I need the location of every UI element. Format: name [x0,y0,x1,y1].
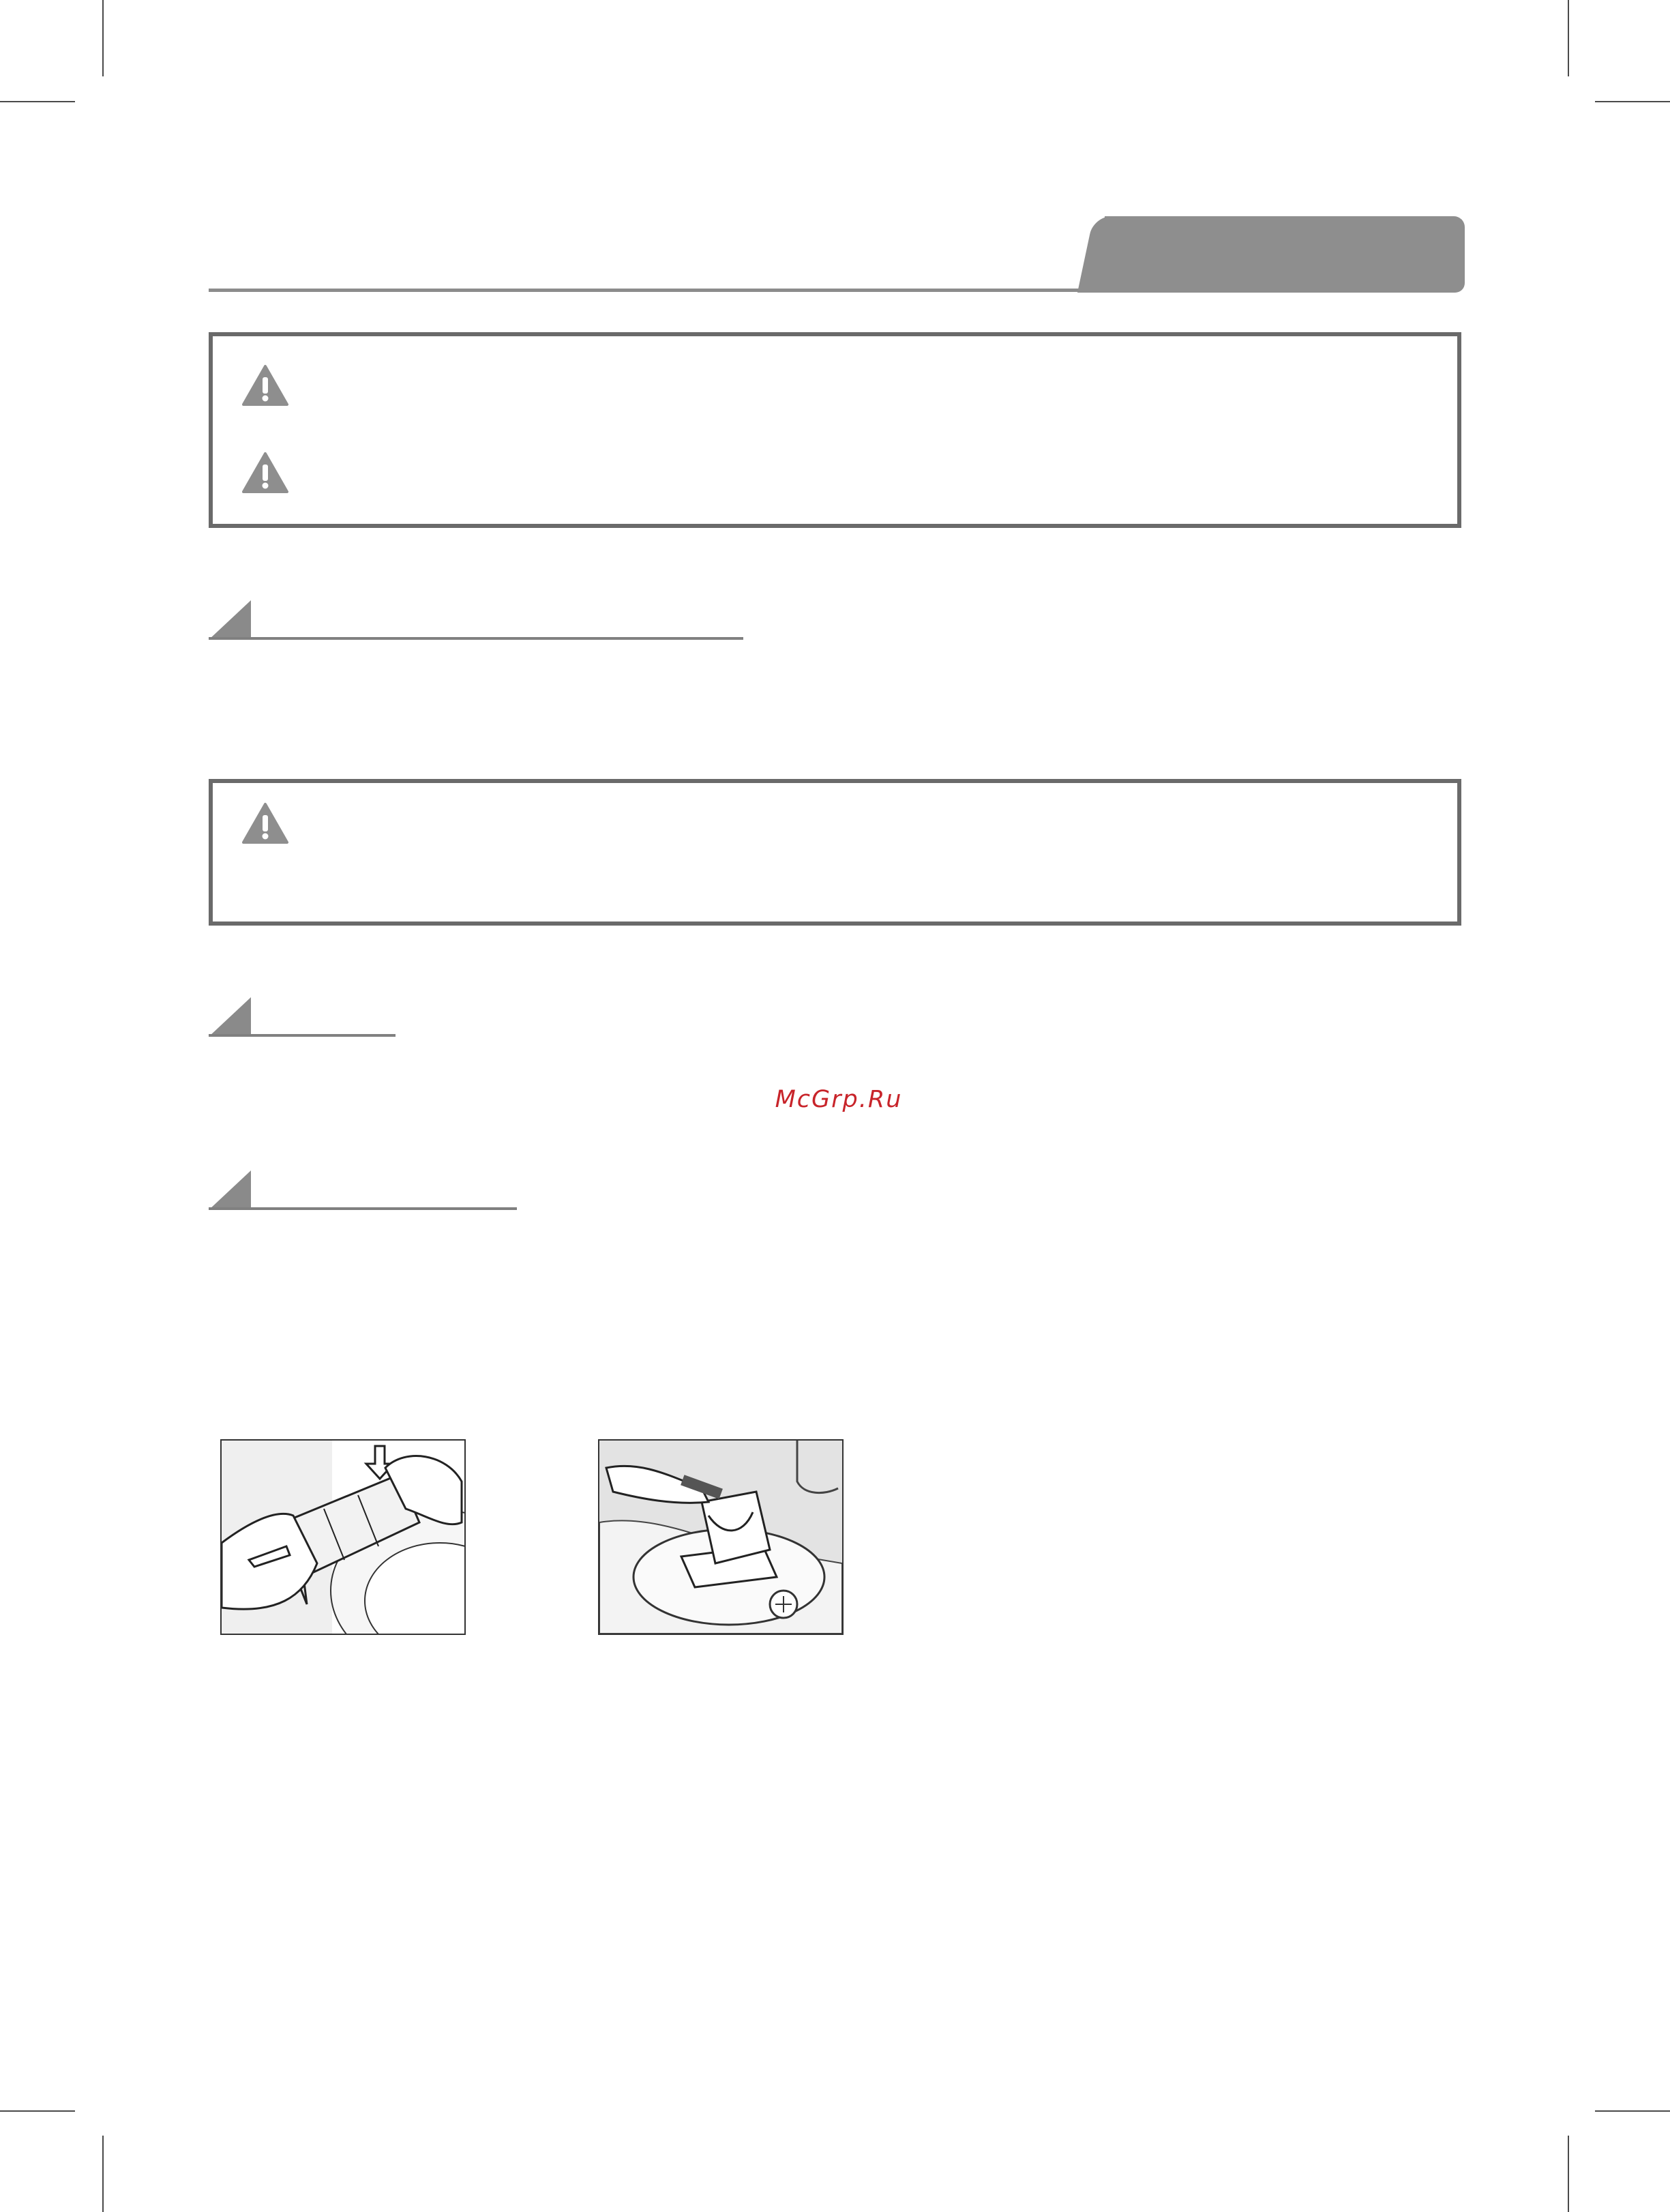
dispenser-drawer-removal-figure [220,1439,466,1635]
section-rule-1 [209,637,743,640]
section-triangle-marker [209,997,251,1037]
crop-mark [1568,2136,1569,2212]
warning-triangle-icon [241,451,289,495]
crop-mark [1595,101,1670,102]
section-triangle-marker [209,1170,251,1210]
crop-mark [0,101,75,102]
crop-mark [1568,0,1569,76]
watermark: McGrp.Ru [775,1086,903,1113]
section-triangle-marker [209,600,251,640]
crop-mark [0,2110,75,2112]
section-rule-2 [209,1034,396,1037]
crop-mark [102,2136,104,2212]
warning-triangle-icon [241,801,289,845]
warning-box-1 [209,332,1461,528]
header-rule [209,289,1116,292]
header-tab [1105,216,1465,293]
section-rule-3 [209,1207,517,1210]
dispenser-cleaning-illustration [599,1441,842,1634]
drawer-removal-illustration [222,1441,464,1634]
crop-mark [1595,2110,1670,2112]
warning-triangle-icon [241,364,289,407]
warning-box-2 [209,779,1461,926]
crop-mark [102,0,104,76]
dispenser-cleaning-figure [598,1439,844,1635]
